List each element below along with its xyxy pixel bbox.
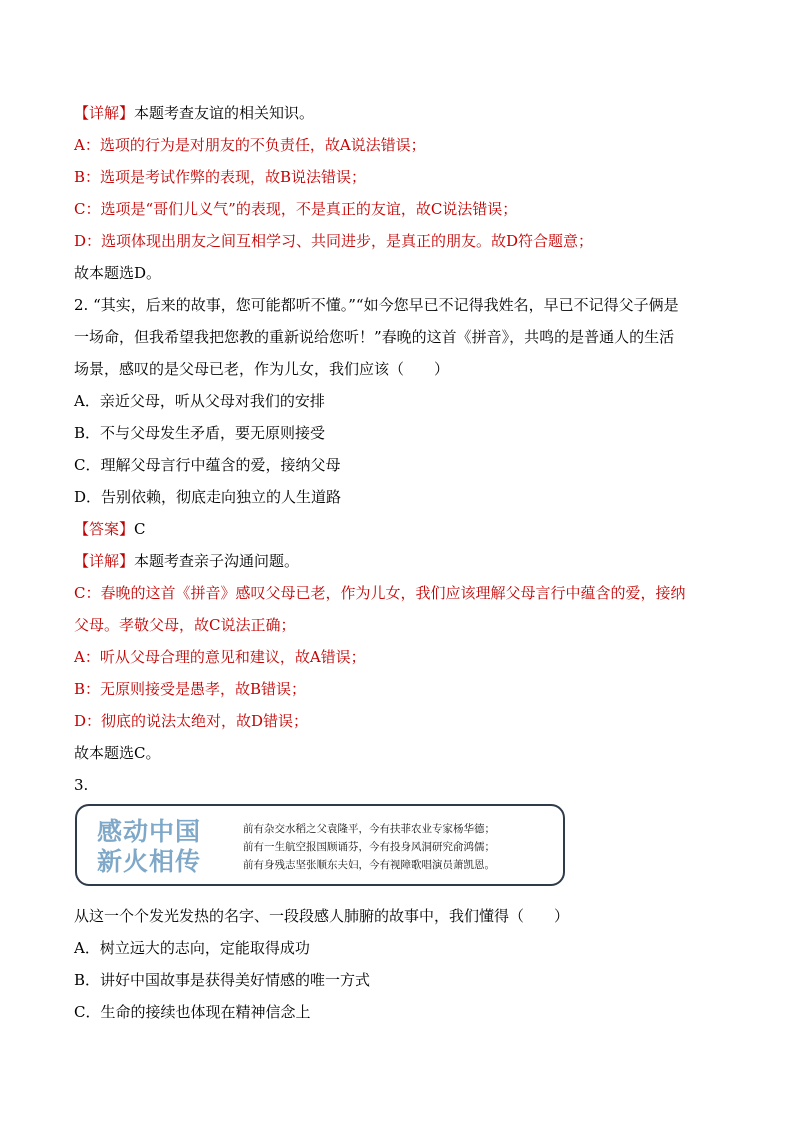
q2-option-a: A．亲近父母，听从父母对我们的安排 (74, 392, 325, 410)
q1-detail (74, 103, 314, 123)
q1-detail-tag: 【详解】 (74, 104, 135, 122)
card-title-line-1: 感动中国 (97, 817, 202, 846)
q1-analysis-a: A：选项的行为是对朋友的不负责任，故A说法错误； (74, 136, 426, 154)
q2-detail-text: 本题考查亲子沟通问题。 (134, 552, 300, 570)
q1-detail-text: 本题考查友谊的相关知识。 (134, 104, 315, 122)
q2-stem-line-1: 2. “其实，后来的故事，您可能都听不懂。”“如今您早已不记得我姓名，早已不记得父子俩是 (74, 296, 679, 314)
q2-conclusion: 故本题选C。 (74, 744, 161, 762)
q3-option-b: B．讲好中国故事是获得美好情感的唯一方式 (74, 971, 371, 989)
q3-option-c: C．生命的接续也体现在精神信念上 (74, 1003, 311, 1021)
card-text-line-1: 前有杂交水稻之父袁隆平，今有扶菲农业专家杨华德； (243, 823, 495, 835)
q2-stem-line-3: 场景，感叹的是父母已老，作为儿女，我们应该（ ） (74, 360, 450, 378)
q1-analysis-d: D：选项体现出朋友之间互相学习、共同进步，是真正的朋友。故D符合题意； (74, 232, 594, 250)
q2-answer (74, 519, 146, 539)
q2-analysis-a: A：听从父母合理的意见和建议，故A错误； (74, 648, 366, 666)
q2-option-b: B．不与父母发生矛盾，要无原则接受 (74, 424, 326, 442)
card-text-line-3: 前有身残志坚张顺东夫妇，今有视障歌唱演员萧凯恩。 (243, 859, 495, 871)
q2-answer-tag: 【答案】 (74, 520, 135, 538)
q3-number: 3. (74, 776, 89, 794)
q2-option-d: D．告别依赖，彻底走向独立的人生道路 (74, 488, 342, 506)
q3-stem: 从这一个个发光发热的名字、一段段感人肺腑的故事中，我们懂得（ ） (74, 907, 570, 925)
q2-analysis-c-line-2: 父母。孝敬父母，故C说法正确； (74, 616, 296, 634)
q3-material-card (75, 804, 565, 886)
q2-detail-tag: 【详解】 (74, 552, 135, 570)
q2-stem-line-2: 一场命，但我希望我把您教的重新说给您听！”春晚的这首《拼音》，共鸣的是普通人的生活 (74, 328, 675, 346)
card-text-line-2: 前有一生航空报国顾诵芬，今有投身风洞研究俞鸿儒； (243, 841, 495, 853)
q1-analysis-c: C：选项是“哥们儿义气”的表现，不是真正的友谊，故C说法错误； (74, 200, 518, 218)
q2-option-c: C．理解父母言行中蕴含的爱，接纳父母 (74, 456, 341, 474)
q2-detail (74, 551, 299, 571)
q3-option-a: A．树立远大的志向，定能取得成功 (74, 939, 310, 957)
q1-analysis-b: B：选项是考试作弊的表现，故B说法错误； (74, 168, 367, 186)
q2-analysis-c-line-1: C：春晚的这首《拼音》感叹父母已老，作为儿女，我们应该理解父母言行中蕴含的爱，接纳 (74, 584, 686, 602)
q2-answer-value: C (134, 520, 146, 538)
q2-analysis-b: B：无原则接受是愚孝，故B错误； (74, 680, 307, 698)
q2-analysis-d: D：彻底的说法太绝对，故D错误； (74, 712, 309, 730)
q1-conclusion: 故本题选D。 (74, 264, 162, 282)
card-title-line-2: 新火相传 (97, 847, 202, 876)
